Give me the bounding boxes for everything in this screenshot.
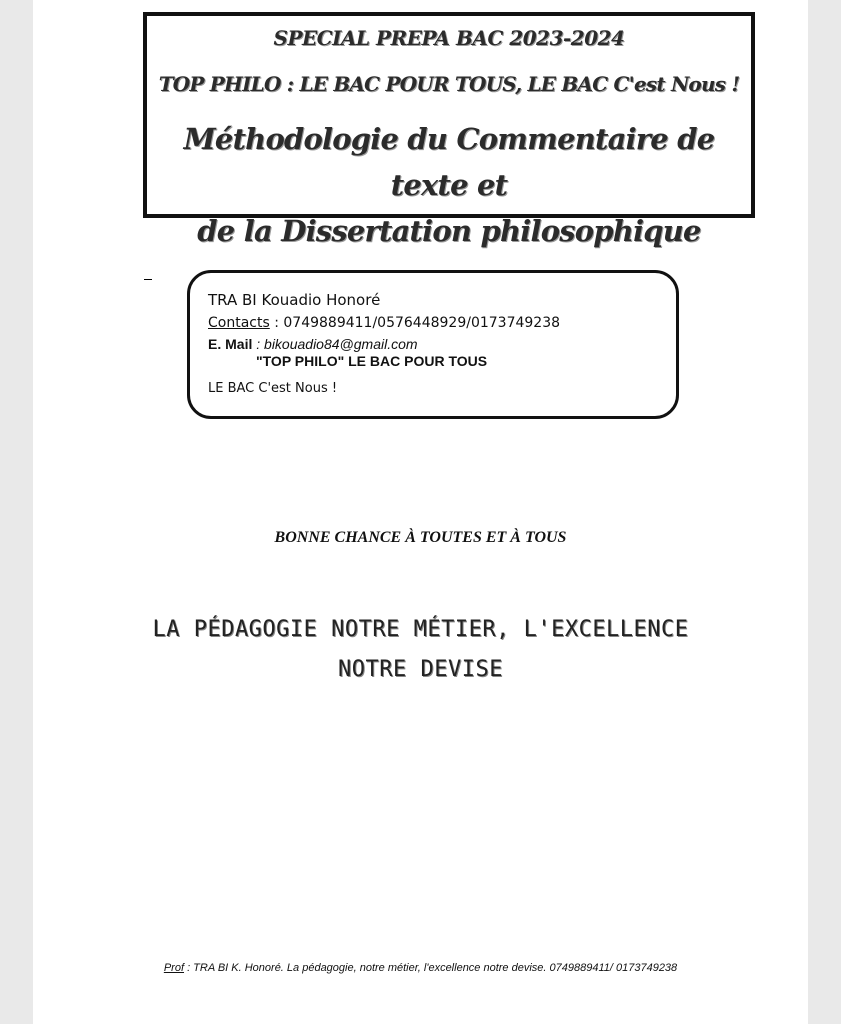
motto bbox=[33, 610, 808, 690]
email-line bbox=[208, 336, 418, 352]
document-title-line2: de la Dissertation philosophique bbox=[197, 214, 701, 248]
footer-text: : TRA BI K. Honoré. La pédagogie, notre métier, l'excellence notre devise. 0749889411/ 0173749238 bbox=[184, 962, 678, 974]
contacts-line bbox=[208, 315, 560, 331]
prepa-heading: SPECIAL PREPA BAC 2023-2024 bbox=[273, 26, 625, 50]
footer-label: Prof bbox=[163, 962, 185, 974]
top-philo-heading: TOP PHILO : LE BAC POUR TOUS, LE BAC C'est Nous ! bbox=[158, 72, 740, 96]
contact-box bbox=[187, 270, 679, 419]
contacts-value: : 0749889411/0576448929/0173749238 bbox=[269, 315, 561, 331]
document-page bbox=[33, 0, 808, 1024]
motto-line2: NOTRE DEVISE bbox=[338, 657, 503, 682]
title-box bbox=[143, 12, 755, 248]
motto-line1: LA PÉDAGOGIE NOTRE MÉTIER, L'EXCELLENCE bbox=[152, 617, 689, 642]
document-title bbox=[147, 116, 751, 254]
contacts-label: Contacts bbox=[208, 315, 270, 331]
good-luck-text: BONNE CHANCE À TOUTES ET À TOUS bbox=[274, 529, 567, 546]
author-name: TRA BI Kouadio Honoré bbox=[208, 291, 381, 309]
page-footer bbox=[33, 962, 808, 974]
document-title-line1: Méthodologie du Commentaire de texte et bbox=[183, 122, 715, 202]
slogan: "TOP PHILO" LE BAC POUR TOUS bbox=[256, 353, 488, 369]
stray-dash bbox=[144, 279, 152, 280]
bac-slogan: LE BAC C'est Nous ! bbox=[208, 381, 338, 396]
email-label: E. Mail bbox=[208, 336, 253, 352]
email-value: : bikouadio84@gmail.com bbox=[252, 336, 418, 352]
